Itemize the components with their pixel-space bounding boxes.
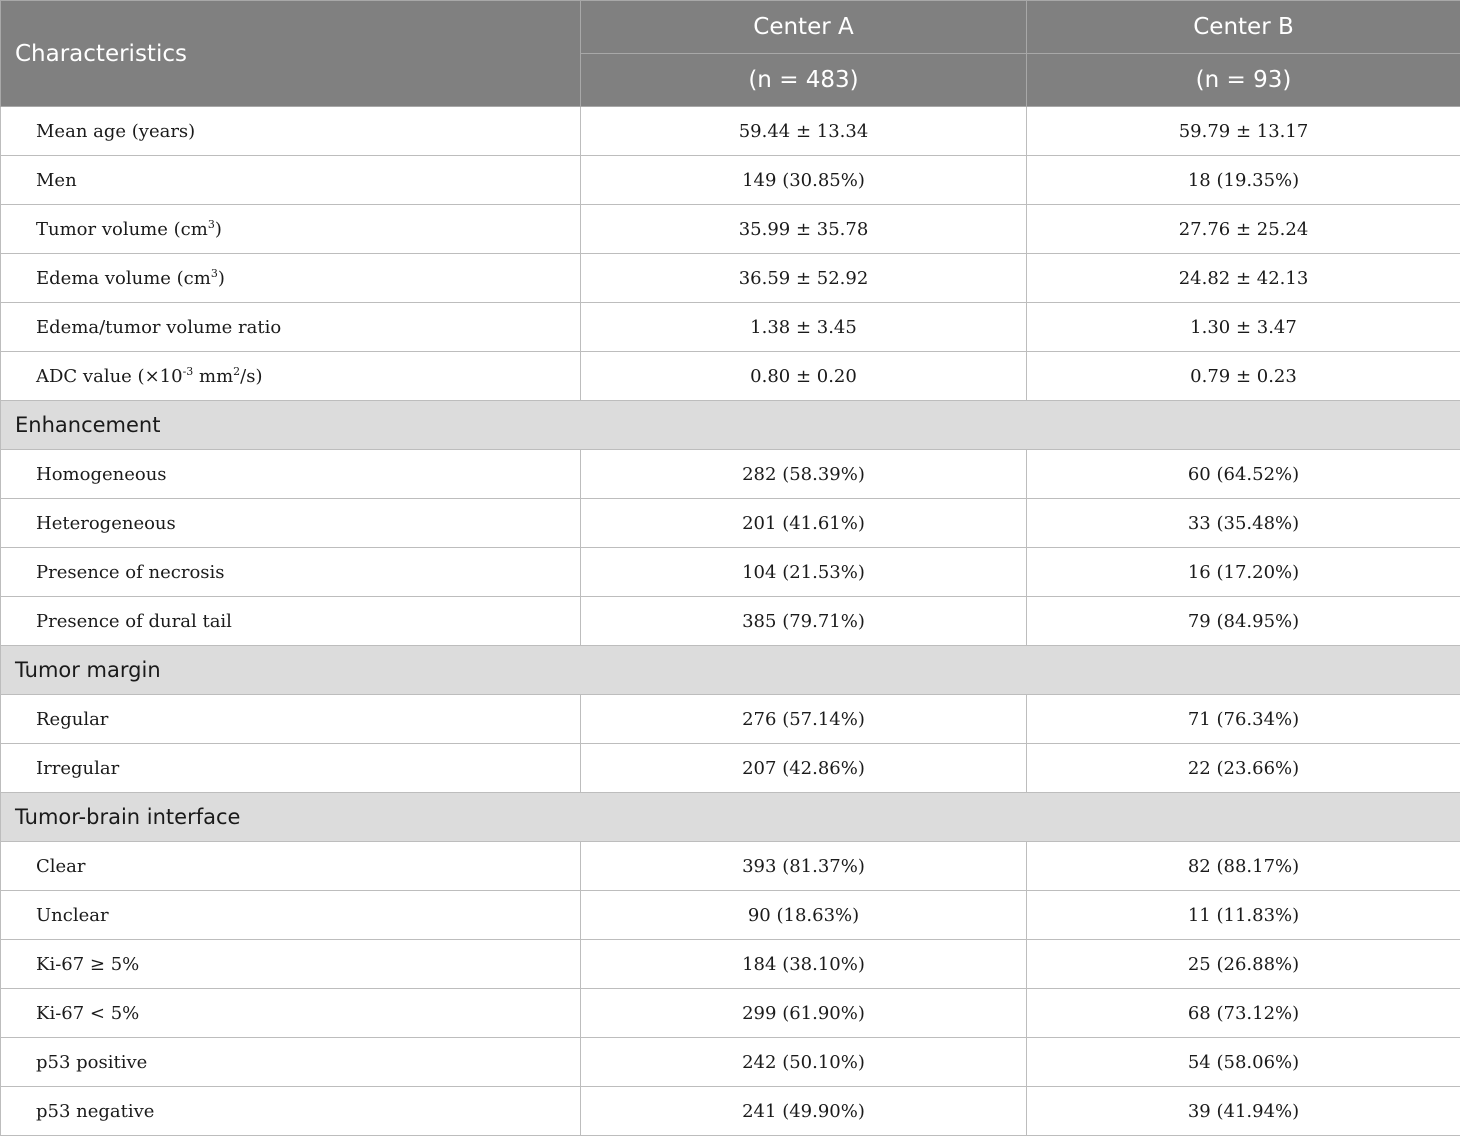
row-label: p53 negative: [1, 1087, 581, 1136]
center-b-value: 71 (76.34%): [1027, 695, 1460, 744]
center-a-value: 184 (38.10%): [581, 940, 1027, 989]
center-b-value: 33 (35.48%): [1027, 499, 1460, 548]
table-row: [1, 352, 1460, 401]
center-b-value: 79 (84.95%): [1027, 597, 1460, 646]
table-row: [1, 695, 1460, 744]
label-tail: ): [217, 267, 225, 289]
center-a-value: 201 (41.61%): [581, 499, 1027, 548]
table-row: [1, 842, 1460, 891]
center-b-value: 59.79 ± 13.17: [1027, 107, 1460, 156]
center-b-value: 54 (58.06%): [1027, 1038, 1460, 1087]
center-b-value: 16 (17.20%): [1027, 548, 1460, 597]
center-a-value: 1.38 ± 3.45: [581, 303, 1027, 352]
label-superscript-2: 2: [233, 364, 241, 378]
row-label: Ki-67 < 5%: [1, 989, 581, 1038]
row-label: Presence of necrosis: [1, 548, 581, 597]
center-b-value: 22 (23.66%): [1027, 744, 1460, 793]
row-label: Mean age (years): [1, 107, 581, 156]
label-superscript: 3: [207, 217, 215, 231]
table-row: [1, 450, 1460, 499]
row-label: [1, 352, 581, 401]
label-text: ADC value (×10: [36, 365, 183, 387]
center-b-value: 11 (11.83%): [1027, 891, 1460, 940]
center-b-value: 60 (64.52%): [1027, 450, 1460, 499]
row-label: [1, 205, 581, 254]
table-row: [1, 205, 1460, 254]
label-mid: mm: [193, 365, 234, 387]
section-title: Enhancement: [1, 401, 1460, 450]
center-a-value: 242 (50.10%): [581, 1038, 1027, 1087]
label-tail: /s): [240, 365, 263, 387]
table-row: [1, 1038, 1460, 1087]
section-header-interface: [1, 793, 1460, 842]
section-header-enhancement: [1, 401, 1460, 450]
table-row: [1, 156, 1460, 205]
table-row: [1, 254, 1460, 303]
center-a-value: 90 (18.63%): [581, 891, 1027, 940]
center-b-value: 25 (26.88%): [1027, 940, 1460, 989]
center-a-value: 299 (61.90%): [581, 989, 1027, 1038]
table-row: [1, 989, 1460, 1038]
row-label: Regular: [1, 695, 581, 744]
section-title: Tumor-brain interface: [1, 793, 1460, 842]
center-a-value: 149 (30.85%): [581, 156, 1027, 205]
center-a-value: 0.80 ± 0.20: [581, 352, 1027, 401]
center-a-value: 207 (42.86%): [581, 744, 1027, 793]
center-a-value: 393 (81.37%): [581, 842, 1027, 891]
center-b-value: 68 (73.12%): [1027, 989, 1460, 1038]
center-a-value: 282 (58.39%): [581, 450, 1027, 499]
section-header-tumor-margin: [1, 646, 1460, 695]
table-row: [1, 303, 1460, 352]
label-superscript: 3: [210, 266, 218, 280]
row-label: Presence of dural tail: [1, 597, 581, 646]
row-label: Clear: [1, 842, 581, 891]
section-title: Tumor margin: [1, 646, 1460, 695]
row-label: Edema/tumor volume ratio: [1, 303, 581, 352]
table-row: [1, 107, 1460, 156]
header-center-a-n: (n = 483): [581, 54, 1027, 107]
center-a-value: 241 (49.90%): [581, 1087, 1027, 1136]
label-superscript: -3: [182, 364, 194, 378]
center-b-value: 1.30 ± 3.47: [1027, 303, 1460, 352]
table-row: [1, 744, 1460, 793]
center-a-value: 35.99 ± 35.78: [581, 205, 1027, 254]
header-center-a: Center A: [581, 1, 1027, 54]
row-label: [1, 254, 581, 303]
row-label: Heterogeneous: [1, 499, 581, 548]
center-a-value: 104 (21.53%): [581, 548, 1027, 597]
center-b-value: 27.76 ± 25.24: [1027, 205, 1460, 254]
row-label: Men: [1, 156, 581, 205]
table-row: [1, 940, 1460, 989]
row-label: Irregular: [1, 744, 581, 793]
label-text: Tumor volume (cm: [36, 218, 208, 240]
label-tail: ): [214, 218, 222, 240]
center-a-value: 36.59 ± 52.92: [581, 254, 1027, 303]
row-label: Ki-67 ≥ 5%: [1, 940, 581, 989]
header-center-b-n: (n = 93): [1027, 54, 1460, 107]
row-label: p53 positive: [1, 1038, 581, 1087]
table-row: [1, 1087, 1460, 1136]
table-row: [1, 548, 1460, 597]
center-b-value: 0.79 ± 0.23: [1027, 352, 1460, 401]
row-label: Homogeneous: [1, 450, 581, 499]
center-b-value: 39 (41.94%): [1027, 1087, 1460, 1136]
table-row: [1, 597, 1460, 646]
center-b-value: 82 (88.17%): [1027, 842, 1460, 891]
center-b-value: 18 (19.35%): [1027, 156, 1460, 205]
center-a-value: 59.44 ± 13.34: [581, 107, 1027, 156]
center-a-value: 385 (79.71%): [581, 597, 1027, 646]
table-row: [1, 891, 1460, 940]
center-a-value: 276 (57.14%): [581, 695, 1027, 744]
row-label: Unclear: [1, 891, 581, 940]
center-b-value: 24.82 ± 42.13: [1027, 254, 1460, 303]
label-text: Edema volume (cm: [36, 267, 211, 289]
header-characteristics: Characteristics: [1, 1, 581, 107]
table-row: [1, 499, 1460, 548]
header-center-b: Center B: [1027, 1, 1460, 54]
